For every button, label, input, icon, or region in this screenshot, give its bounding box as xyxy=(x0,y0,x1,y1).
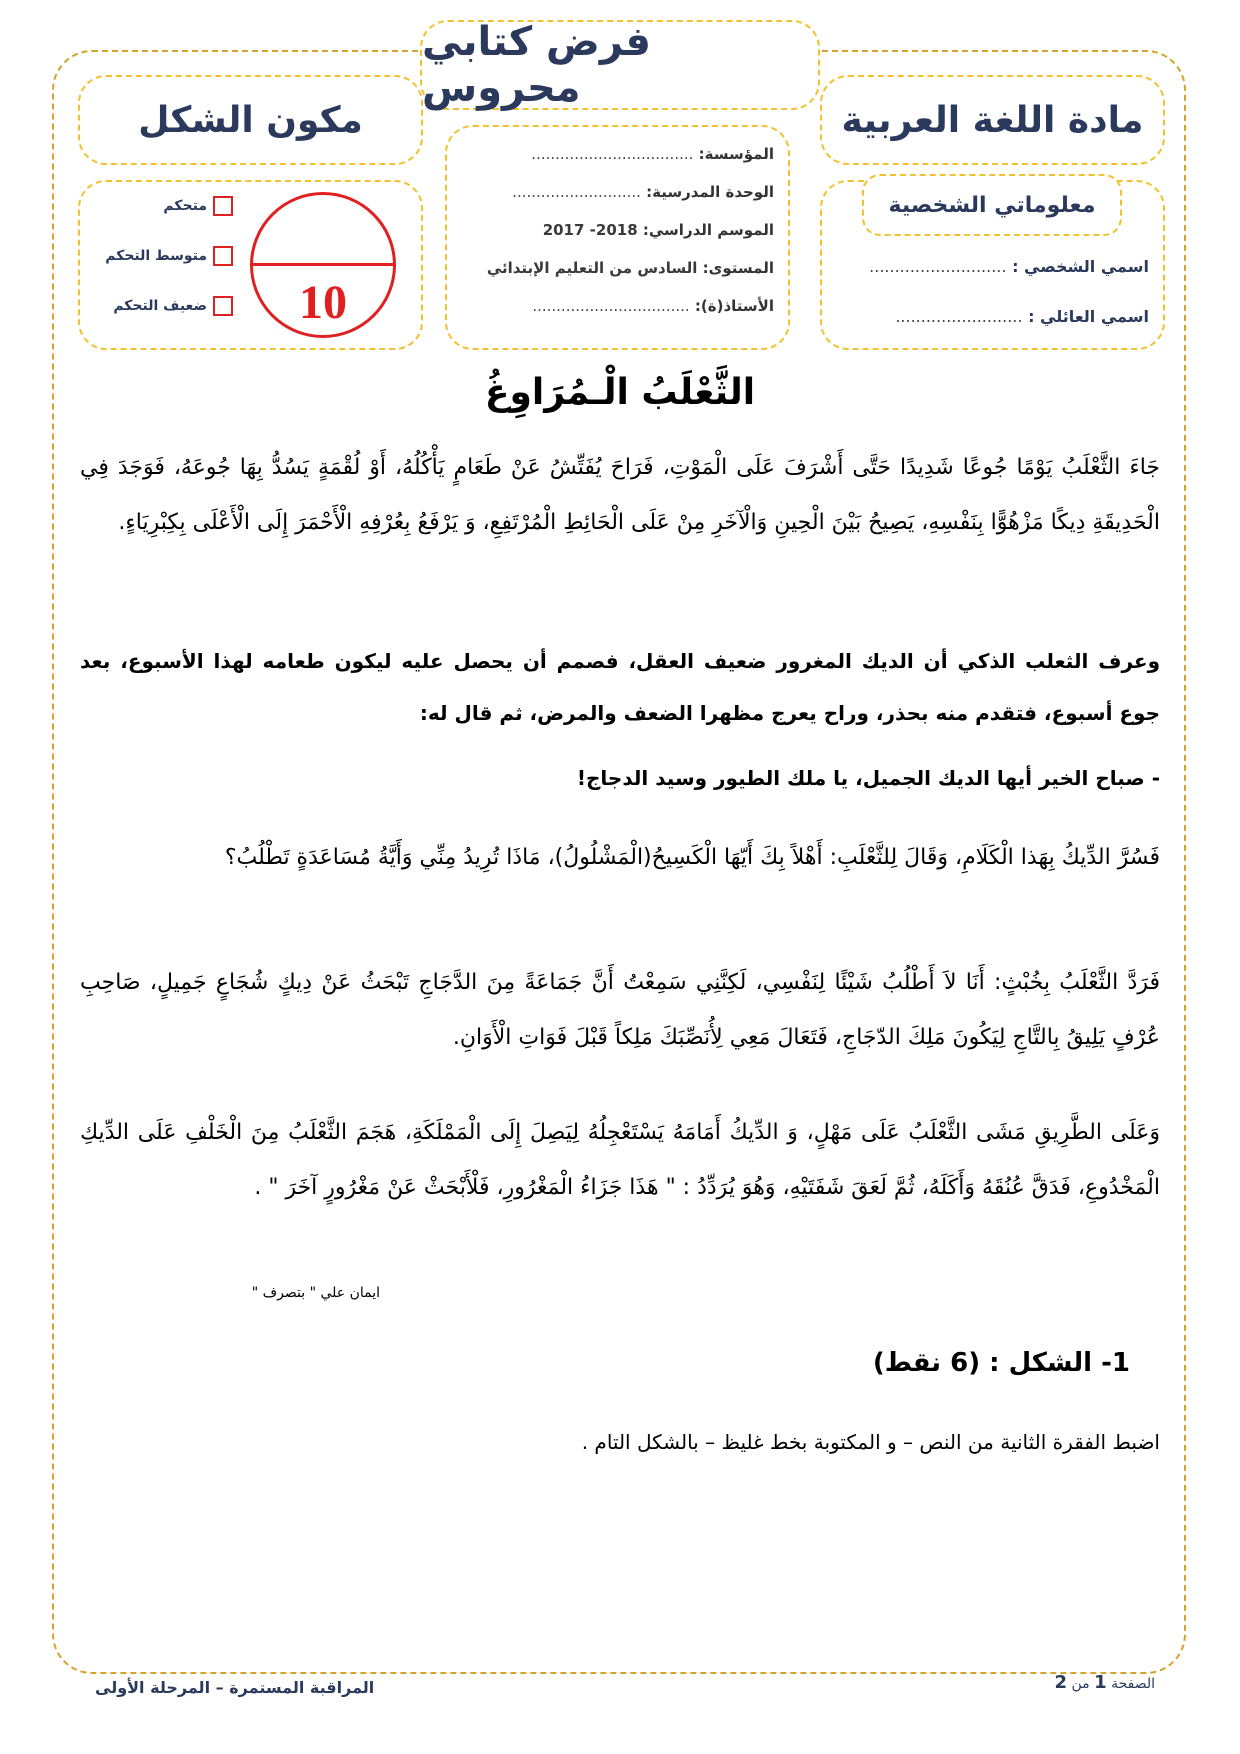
level-mastered: متحكم xyxy=(163,196,233,216)
story-paragraph-1: جَاءَ الثَّعْلَبُ يَوْمًا جُوعًا شَدِيدًا حَتَّى أَشْرَفَ عَلَى الْمَوْتِ، فَرَاحَ يُفَتِّشُ عَنْ طَعَامٍ يَأْكُلُهُ، أَوْ لُقْمَةٍ يَسُدُّ بِهَا جُوعَهُ، فَوَجَدَ فِي الْحَدِيقَةِ دِيكًا مَزْهُوًّا بِنَفْسِهِ، يَصِيحُ بَيْنَ الْحِينِ وَالْآخَرِ مِنْ عَلَى الْحَائِطِ الْمُرْتَفِعِ، وَ يَرْفَعُ بِعُرْفِهِ الْأَحْمَرَ إِلَى الْأَعْلَى بِكِبْرِيَاءٍ. xyxy=(80,455,1160,535)
exam-title: فرض كتابي محروس xyxy=(422,19,651,111)
institution-field[interactable]: .................................. xyxy=(531,145,694,163)
story-paragraph-6: وَعَلَى الطَّرِيقِ مَشَى الثَّعْلَبُ عَلَى مَهْلٍ، وَ الدِّيكُ أَمَامَهُ يَسْتَعْجِلُهُ لِيَصِلَ إِلَى الْمَمْلَكَةِ، هَجَمَ الثَّعْلَبُ مِنَ الْخَلْفِ عَلَى الدِّيكِ الْمَخْدُوعِ، فَدَقَّ عُنُقَهُ وَأَكَلَهُ، ثُمَّ لَعَقَ شَفَتَيْهِ، وَهُوَ يُرَدِّدُ : " هَذَا جَزَاءُ الْمَغْرُورِ، فَلْأَبْحَثْ عَنْ مَغْرُورٍ آخَرَ " . xyxy=(80,1120,1160,1200)
family-name-field[interactable]: ......................... xyxy=(895,307,1023,326)
level-value: السادس من التعليم الإبتدائي xyxy=(486,259,698,277)
component-title: مكون الشكل xyxy=(138,99,363,141)
teacher-field[interactable]: ................................. xyxy=(532,297,690,315)
story-title: الثَّعْلَبُ الْـمُرَاوِغُ xyxy=(484,372,756,413)
personal-info-box xyxy=(820,180,1165,350)
institution-line: المؤسسة: .................................. xyxy=(531,145,774,163)
story-paragraph-4: فَسُرَّ الدِّيكُ بِهَذا الْكَلَامِ، وَقَالَ لِلثَّعْلَبِ: أَهْلاً بِكَ أَيّهَا الْكَسِيحُ(الْمَشْلُولُ)، مَاذَا تُرِيدُ مِنِّي وَأَيَّةُ مُسَاعَدَةٍ تَطْلُبُ؟ xyxy=(224,845,1160,870)
personal-info-heading-box xyxy=(862,174,1122,236)
score-value: 10 xyxy=(299,276,347,329)
season-line: الموسم الدراسي: 2017 -2018 xyxy=(542,221,774,239)
level-weak-checkbox[interactable] xyxy=(213,296,233,316)
exam-title-box xyxy=(420,20,820,110)
grade-box xyxy=(78,180,423,350)
footer-page-number: الصفحة 1 من 2 xyxy=(1054,1672,1155,1693)
unit-line: الوحدة المدرسية: ........................... xyxy=(512,183,774,201)
score-circle xyxy=(250,192,396,338)
question-text: اضبط الفقرة الثانية من النص – و المكتوبة بخط غليظ – بالشكل التام . xyxy=(581,1430,1160,1454)
component-box xyxy=(78,75,423,165)
personal-info-heading: معلوماتي الشخصية xyxy=(888,192,1096,218)
level-weak: ضعيف التحكم xyxy=(113,296,233,316)
family-name-line: اسمي العائلي : ......................... xyxy=(895,307,1149,326)
footer-assessment: المراقبة المستمرة – المرحلة الأولى xyxy=(95,1678,375,1697)
subject-title: مادة اللغة العربية xyxy=(841,99,1144,141)
teacher-line: الأستاذ(ة): ................................. xyxy=(532,297,774,315)
author-credit: ايمان علي " بتصرف " xyxy=(251,1285,380,1301)
subject-box xyxy=(820,75,1165,165)
level-medium-checkbox[interactable] xyxy=(213,246,233,266)
level-line: المستوى: السادس من التعليم الإبتدائي xyxy=(486,259,774,277)
season-value: 2017 -2018 xyxy=(542,221,638,239)
first-name-line: اسمي الشخصي : ........................... xyxy=(869,257,1149,276)
question-heading: 1- الشكل : (6 نقط) xyxy=(872,1348,1130,1378)
story-paragraph-3: - صباح الخير أيها الديك الجميل، يا ملك الطيور وسيد الدجاج! xyxy=(576,766,1160,790)
first-name-field[interactable]: ........................... xyxy=(869,257,1007,276)
level-mastered-checkbox[interactable] xyxy=(213,196,233,216)
story-paragraph-2: وعرف الثعلب الذكي أن الديك المغرور ضعيف العقل، فصمم أن يحصل عليه ليكون طعامه لهذا الأسبوع، بعد جوع أسبوع، فتقدم منه بحذر، وراح يعرج مظهرا الضعف والمرض، ثم قال له: xyxy=(80,649,1160,725)
unit-field[interactable]: ........................... xyxy=(512,183,641,201)
story-paragraph-5: فَرَدَّ الثَّعْلَبُ بِخُبْثٍ: أَنَا لاَ أَطْلُبُ شَيْئًا لِنَفْسِي، لَكِنَّنِي سَمِعْتُ أَنَّ جَمَاعَةً مِنَ الدَّجَاجِ تَبْحَثُ عَنْ دِيكٍ شُجَاعٍ جَمِيلٍ، صَاحِبِ عُرْفٍ يَلِيقُ بِالتَّاجِ لِيَكُونَ مَلِكَ الدّجَاجِ، فَتَعَالَ مَعِي لِأُنَصِّبَكَ مَلِكاً قَبْلَ فَوَاتِ الْأَوَانِ. xyxy=(80,970,1160,1050)
level-medium: متوسط التحكم xyxy=(105,246,233,266)
score-divider xyxy=(253,263,393,266)
school-info-box xyxy=(445,125,790,350)
